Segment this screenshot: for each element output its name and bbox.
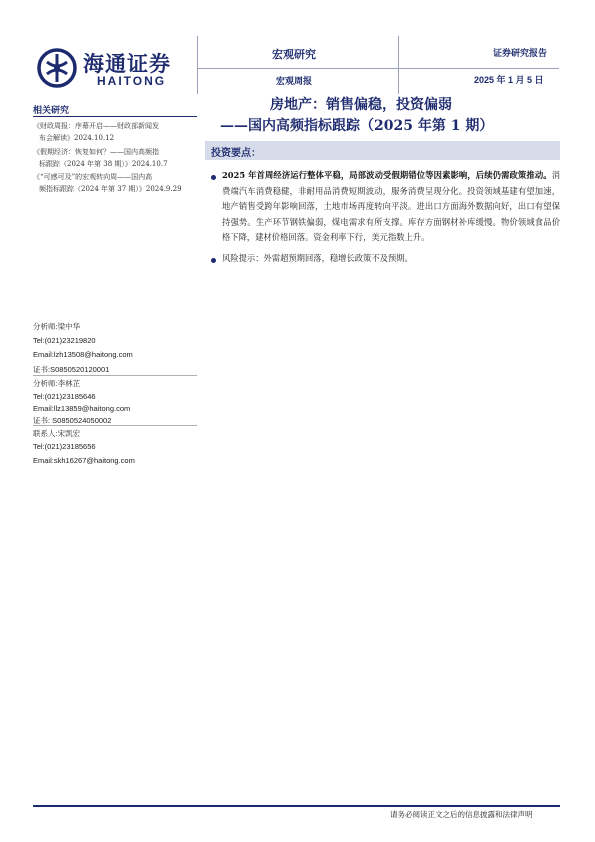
logo-chinese-name: 海通证券 xyxy=(83,51,171,76)
related-research-item[interactable] xyxy=(33,171,198,195)
related-research-line: 标跟踪（2024 年第 38 期）》2024.10.7 xyxy=(39,160,168,168)
analyst-name: 分析师:梁中华 xyxy=(33,322,81,331)
analyst-email[interactable]: Email:llz13859@haitong.com xyxy=(33,404,131,413)
related-research-item[interactable] xyxy=(33,120,198,144)
header-divider-right xyxy=(398,36,399,94)
key-point-line: 分化。投资领域基建有望加速，地产销售受跨年影响回落，土地市场再度转 xyxy=(222,185,560,211)
haitong-logo-icon xyxy=(37,48,77,88)
logo-english-name: HAITONG xyxy=(97,74,167,88)
contact-email[interactable]: Email:skh16267@haitong.com xyxy=(33,456,135,465)
related-research-line: 布会解读》2024.10.12 xyxy=(39,134,115,142)
related-research-item[interactable] xyxy=(33,146,198,170)
report-subtitle: ——国内高频指标跟踪（2025 年第 1 期） xyxy=(220,118,494,134)
analyst-tel: Tel:(021)23185646 xyxy=(33,392,96,401)
key-point-line: 消费端汽车消费稳健，非耐用品消费短期波动，服务消费呈现 xyxy=(222,170,560,196)
key-point-line: 煤电需求有所支撑。库存方面钢材补库缓慢。物价领域食品价格下降，建材 xyxy=(222,216,560,242)
key-point-line: 向平淡。进出口方面海外数据向好，出口有望保持强势。生产环节钢铁偏弱， xyxy=(222,201,560,227)
header-rule xyxy=(197,68,559,69)
analyst-tel: Tel:(021)23219820 xyxy=(33,336,96,345)
related-research-line: 《财政周报：序幕开启——财政部新闻发 xyxy=(33,122,159,130)
key-point-paragraph xyxy=(222,168,560,246)
report-title: 房地产：销售偏稳，投资偏弱 xyxy=(270,97,452,113)
header-divider-left xyxy=(197,36,198,94)
haitong-logo xyxy=(33,44,188,92)
contact-name: 联系人:宋凯宏 xyxy=(33,429,81,438)
analyst-name: 分析师:李林芷 xyxy=(33,379,81,388)
key-points-heading: 投资要点： xyxy=(211,148,261,159)
contact-divider xyxy=(33,425,197,426)
related-research-line: 频指标跟踪（2024 年第 37 期）》2024.9.29 xyxy=(39,185,182,193)
related-research-line: 《“可感可及”的宏观转向周——国内高 xyxy=(33,173,153,181)
contact-tel: Tel:(021)23185656 xyxy=(33,442,96,451)
analyst-cert: 证书: S0850524050002 xyxy=(33,416,112,425)
report-category: 宏观研究 xyxy=(272,48,316,61)
risk-warning: 风险提示：外需超预期回落，稳增长政策不及预期。 xyxy=(222,253,413,263)
footer-disclaimer[interactable]: 请务必阅读正文之后的信息披露和法律声明 xyxy=(390,810,533,819)
report-date: 2025 年 1 月 5 日 xyxy=(474,75,544,85)
bullet-icon xyxy=(211,258,216,263)
sidebar-rule xyxy=(33,116,197,117)
related-research-line: 《假期经济：恢复如何？——国内高频指 xyxy=(33,148,159,156)
analyst-email[interactable]: Email:lzh13508@haitong.com xyxy=(33,350,133,359)
report-doc-type: 证券研究报告 xyxy=(493,49,548,59)
related-research-heading: 相关研究 xyxy=(33,106,70,116)
key-point-line: 价格回落。资金利率下行，美元指数上升。 xyxy=(271,232,430,242)
footer-rule xyxy=(33,805,560,807)
analyst-cert: 证书:S0850520120001 xyxy=(33,365,110,374)
contact-divider xyxy=(33,375,197,376)
report-sub-type: 宏观周报 xyxy=(276,77,313,87)
key-point-lead: 2025 年首周经济运行整体平稳，局部波动受假期错位等因素影响，后续仍需政策推动。 xyxy=(222,170,552,180)
bullet-icon xyxy=(211,175,216,180)
